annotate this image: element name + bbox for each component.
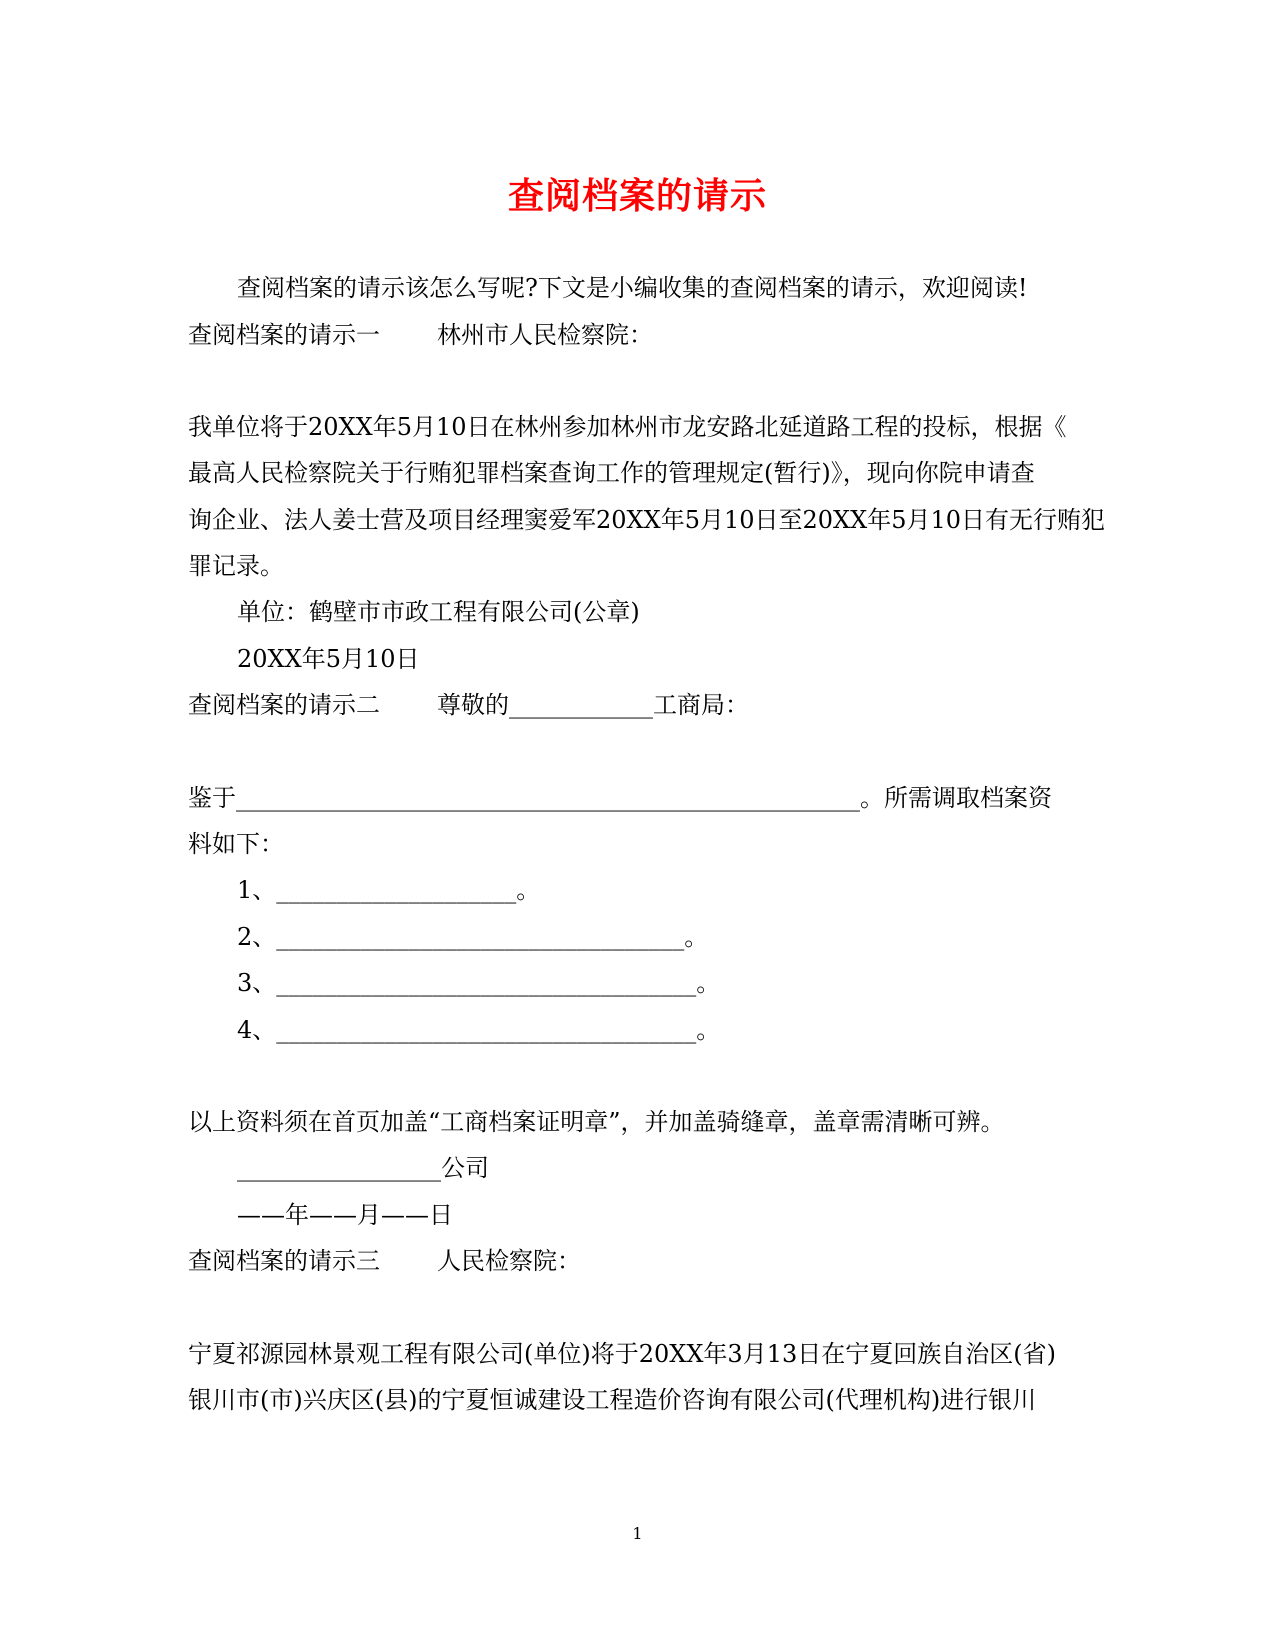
section2-body-line: 料如下： bbox=[188, 830, 284, 858]
section1-body-line: 最高人民检察院关于行贿犯罪档案查询工作的管理规定(暂行)》，现向你院申请查 bbox=[188, 459, 1035, 487]
intro-paragraph: 查阅档案的请示该怎么写呢?下文是小编收集的查阅档案的请示，欢迎阅读! bbox=[237, 274, 1028, 302]
section2-heading: 查阅档案的请示二 bbox=[188, 691, 380, 719]
section2-list-item: 2、__________________________________。 bbox=[237, 923, 709, 951]
section1-recipient: 林州市人民检察院： bbox=[437, 321, 653, 349]
section2-recipient: 尊敬的____________工商局： bbox=[437, 691, 749, 719]
section1-date: 20XX年5月10日 bbox=[237, 645, 420, 673]
section3-heading: 查阅档案的请示三 bbox=[188, 1247, 380, 1275]
section3-body-line: 银川市(市)兴庆区(县)的宁夏恒诚建设工程造价咨询有限公司(代理机构)进行银川 bbox=[188, 1386, 1037, 1414]
section2-list-item: 1、____________________。 bbox=[237, 876, 541, 904]
section2-body-line: 鉴于____________________________________________________。所需调取档案资 bbox=[188, 784, 1052, 812]
section2-list-item: 3、___________________________________。 bbox=[237, 969, 721, 997]
section1-unit: 单位：鹤壁市市政工程有限公司(公章) bbox=[237, 598, 640, 626]
section1-heading: 查阅档案的请示一 bbox=[188, 321, 380, 349]
section2-date: ——年——月——日 bbox=[237, 1201, 453, 1229]
section2-note: 以上资料须在首页加盖“工商档案证明章”，并加盖骑缝章，盖章需清晰可辨。 bbox=[188, 1108, 1005, 1136]
section1-body-line: 我单位将于20XX年5月10日在林州参加林州市龙安路北延道路工程的投标，根据《 bbox=[188, 413, 1067, 441]
section3-recipient: 人民检察院： bbox=[437, 1247, 581, 1275]
section2-company: _________________公司 bbox=[237, 1154, 489, 1182]
section2-list-item: 4、___________________________________。 bbox=[237, 1016, 721, 1044]
document-title: 查阅档案的请示 bbox=[507, 175, 767, 217]
section1-body-line: 罪记录。 bbox=[188, 552, 284, 580]
page-number: 1 bbox=[632, 1524, 643, 1543]
section3-body-line: 宁夏祁源园林景观工程有限公司(单位)将于20XX年3月13日在宁夏回族自治区(省) bbox=[188, 1340, 1056, 1368]
section1-body-line: 询企业、法人姜士营及项目经理窦爱军20XX年5月10日至20XX年5月10日有无行贿犯 bbox=[188, 506, 1106, 534]
